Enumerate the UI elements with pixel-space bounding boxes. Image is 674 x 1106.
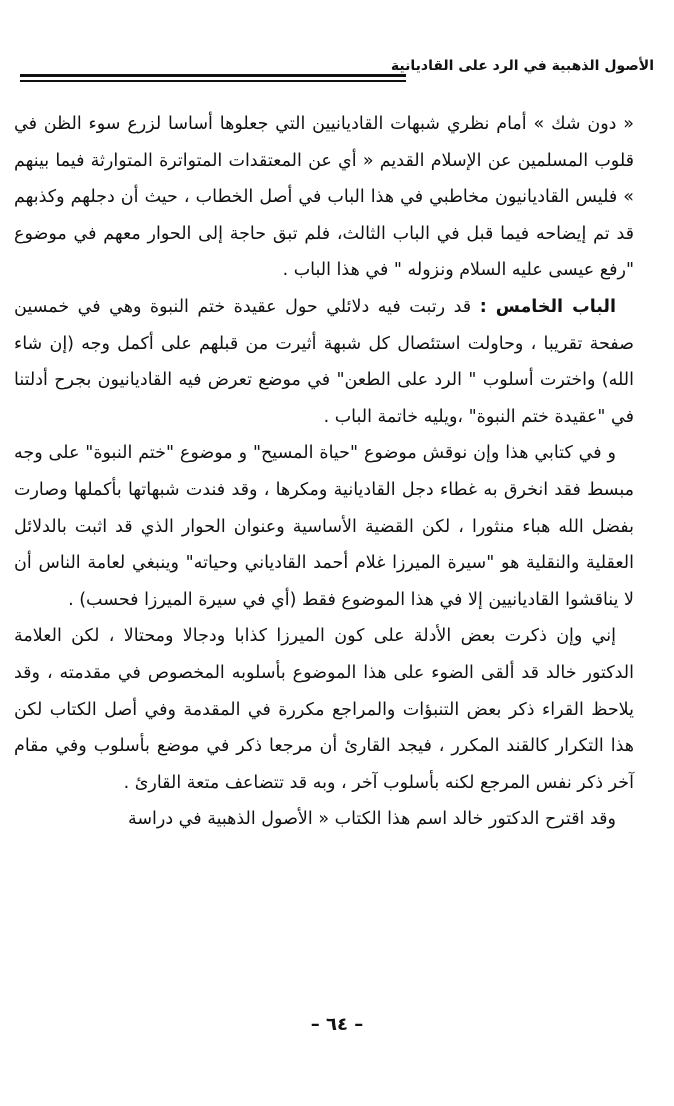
running-header-title: الأصول الذهبية في الرد على القاديانية bbox=[390, 58, 654, 74]
page-body bbox=[14, 106, 634, 838]
header-rule-thick bbox=[20, 74, 406, 77]
chapter-five-label: الباب الخامس : bbox=[479, 296, 616, 317]
paragraph-1: « دون شك » أمام نظري شبهات القاديانيين التي جعلوها أساسا لزرع سوء الظن في قلوب المسلمين عن الإسلام القديم « أي عن المعتقدات المتواترة المتوارثة فيما بينهم » فليس القاديانيون مخاطبي في هذا الباب في أصل الخطاب ، حيث أن دجلهم وكذبهم قد تم إيضاحه فيما قبل في الباب الثالث، فلم تبق حاجة إلى الحوار معهم في موضوع "رفع عيسى عليه السلام ونزوله " في هذا الباب . bbox=[14, 114, 634, 281]
header-rule-thin bbox=[20, 80, 406, 82]
paragraph-5: وقد اقترح الدكتور خالد اسم هذا الكتاب « الأصول الذهبية في دراسة bbox=[127, 809, 616, 830]
paragraph-3: و في كتابي هذا وإن نوقش موضوع "حياة المسيح" و موضوع "ختم النبوة" على وجه مبسط فقد انخرق به غطاء دجل القاديانية ومكرها ، وقد فندت شبهاتها بأكملها وصارت بفضل الله هباء منثورا ، لكن القضية الأساسية وعنوان الحوار الذي قد اثبت بالدلائل العقلية والنقلية هو "سيرة الميرزا غلام أحمد القادياني وحياته" وينبغي لعامة الناس أن لا يناقشوا القاديانيين إلا في هذا الموضوع فقط (أي في سيرة الميرزا فحسب) . bbox=[14, 443, 634, 610]
running-header bbox=[14, 48, 660, 84]
paragraph-2-text: قد رتبت فيه دلائلي حول عقيدة ختم النبوة وهي في خمسين صفحة تقريبا ، وحاولت استئصال كل شبهة أثيرت من قبلهم على أكمل وجه (إن شاء الله) واخترت أسلوب " الرد على الطعن" في موضع تعرض فيه القاديانيون بجرح أدلتنا في "عقيدة ختم النبوة" ،ويليه خاتمة الباب . bbox=[14, 296, 634, 427]
paragraph-2 bbox=[14, 289, 634, 435]
paragraph-4: إني وإن ذكرت بعض الأدلة على كون الميرزا كذابا ودجالا ومحتالا ، لكن العلامة الدكتور خالد قد ألقى الضوء على هذا الموضوع بأسلوبه المخصوص في مقدمته ، وقد يلاحظ القراء ذكر بعض التنبؤات والمراجع مكررة في المقدمة وفي أصل الكتاب لكن هذا التكرار كالقند المكرر ، فيجد القارئ أن مرجعا ذكر في موضع بأسلوب وفي مقام آخر ذكر نفس المرجع لكنه بأسلوب آخر ، وبه قد تتضاعف متعة القارئ . bbox=[14, 626, 634, 793]
page-number: – ٦٤ – bbox=[310, 1014, 364, 1035]
